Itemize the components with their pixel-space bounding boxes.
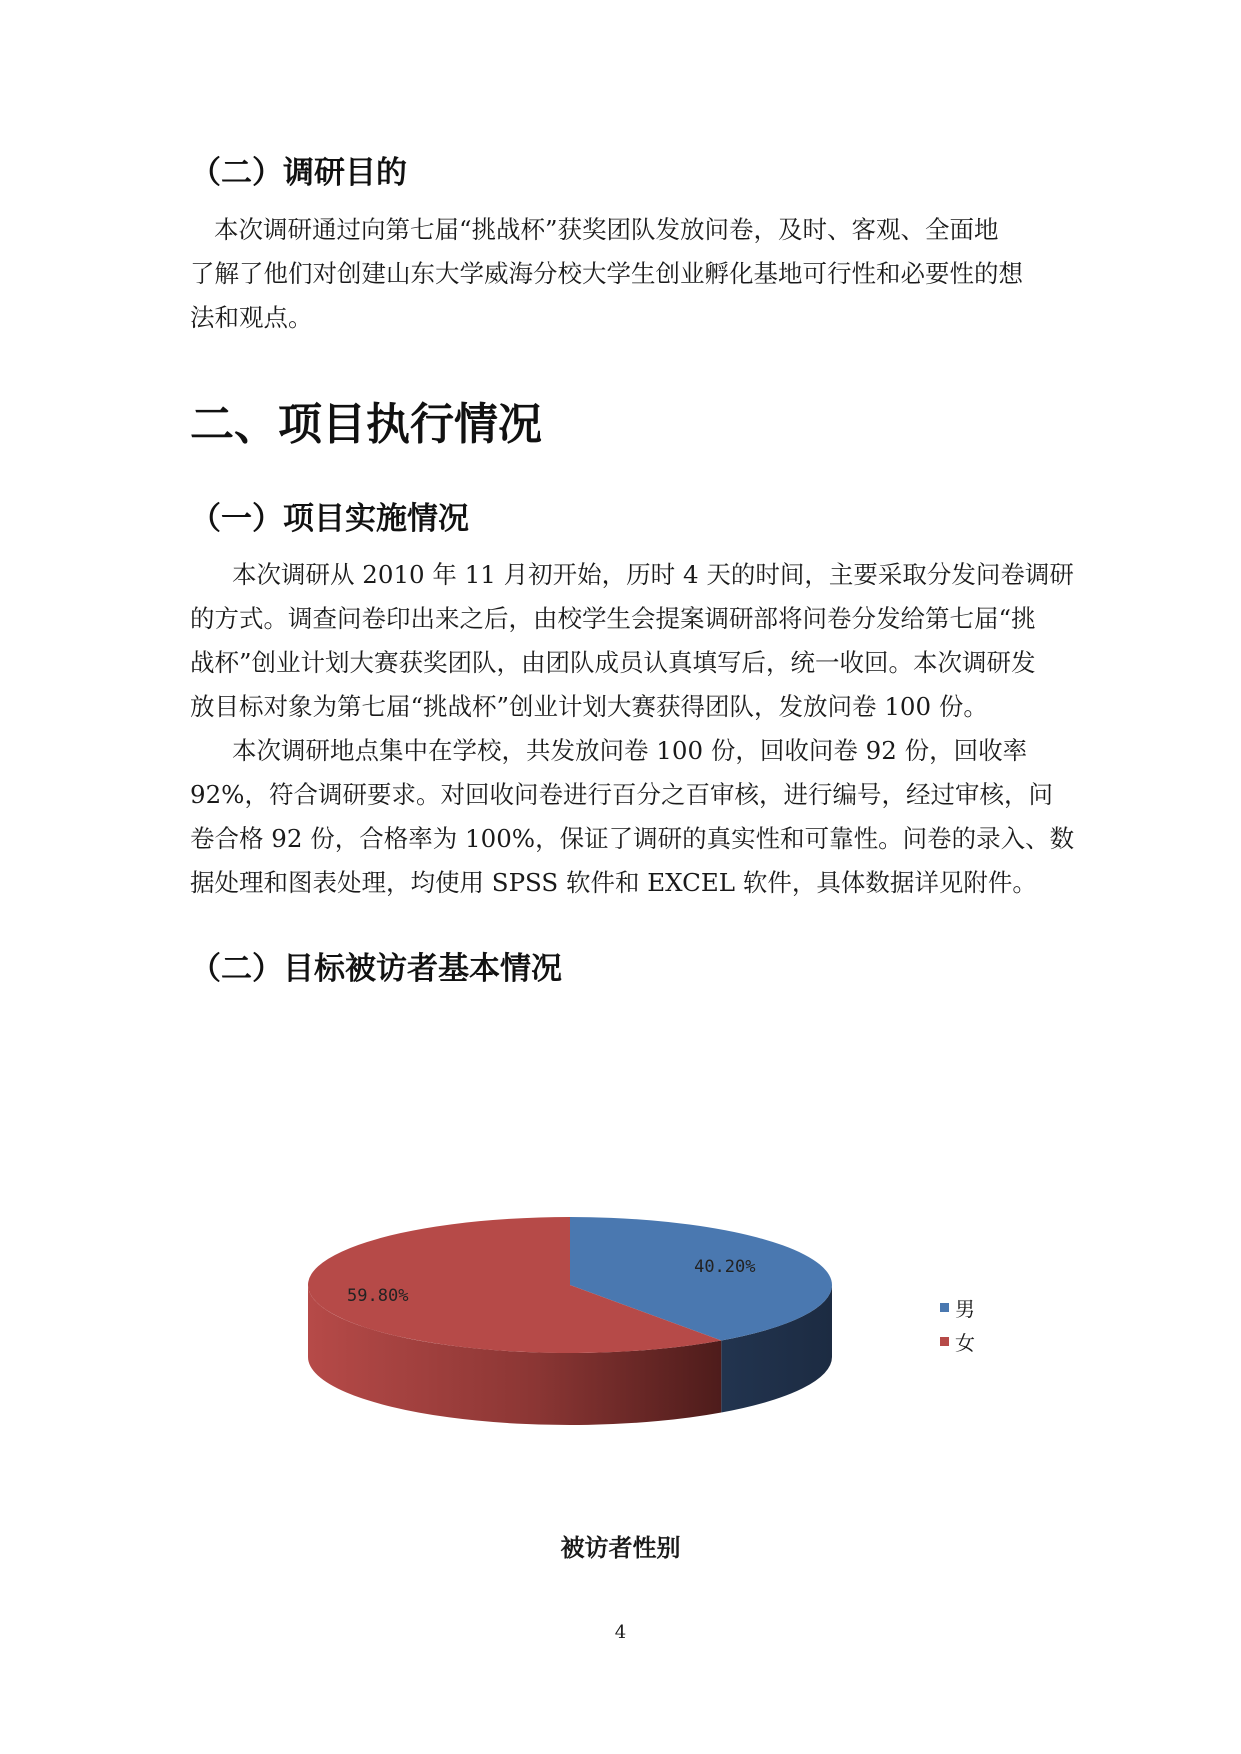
text-line: 92%，符合调研要求。对回收问卷进行百分之百审核，进行编号，经过审核，问 — [190, 780, 1053, 809]
paragraph-implementation-1 — [190, 553, 1074, 729]
page-number: 4 — [614, 1622, 627, 1643]
text-line: 放目标对象为第七届“挑战杯”创业计划大赛获得团队，发放问卷 100 份。 — [190, 692, 988, 721]
section-heading-respondents: （二）目标被访者基本情况 — [190, 951, 562, 987]
text-line: 的方式。调查问卷印出来之后，由校学生会提案调研部将问卷分发给第七届“挑 — [190, 604, 1036, 633]
legend-item-female — [940, 1324, 975, 1358]
chart-legend — [940, 1290, 975, 1358]
section-heading-implementation: （一）项目实施情况 — [190, 501, 469, 537]
text-line: 法和观点。 — [190, 303, 313, 332]
chapter-heading: 二、项目执行情况 — [190, 399, 542, 450]
text-line: 了解了他们对创建山东大学威海分校大学生创业孵化基地可行性和必要性的想 — [190, 259, 1023, 288]
legend-swatch-male — [940, 1303, 949, 1312]
text-line: 据处理和图表处理，均使用 SPSS 软件和 EXCEL 软件，具体数据详见附件。 — [190, 868, 1037, 897]
legend-swatch-female — [940, 1337, 949, 1346]
text-line: 本次调研地点集中在学校，共发放问卷 100 份，回收问卷 92 份，回收率 — [232, 736, 1028, 765]
paragraph-implementation-2 — [190, 729, 1075, 905]
text-line: 本次调研从 2010 年 11 月初开始，历时 4 天的时间，主要采取分发问卷调研 — [232, 560, 1074, 589]
legend-label-male: 男 — [955, 1296, 975, 1321]
chart-caption: 被访者性别 — [560, 1534, 681, 1562]
data-label-male: 40.20% — [694, 1257, 756, 1278]
paragraph-goal — [190, 208, 1050, 340]
legend-label-female: 女 — [955, 1330, 975, 1355]
text-line: 卷合格 92 份，合格率为 100%，保证了调研的真实性和可靠性。问卷的录入、数 — [190, 824, 1075, 853]
gender-pie-chart — [300, 1205, 1000, 1465]
data-label-female: 59.80% — [347, 1285, 409, 1306]
text-line: 本次调研通过向第七届“挑战杯”获奖团队发放问卷，及时、客观、全面地 — [214, 215, 999, 244]
text-line: 战杯”创业计划大赛获奖团队，由团队成员认真填写后，统一收回。本次调研发 — [190, 648, 1036, 677]
section-heading-goal: （二）调研目的 — [190, 155, 407, 191]
legend-item-male — [940, 1290, 975, 1324]
